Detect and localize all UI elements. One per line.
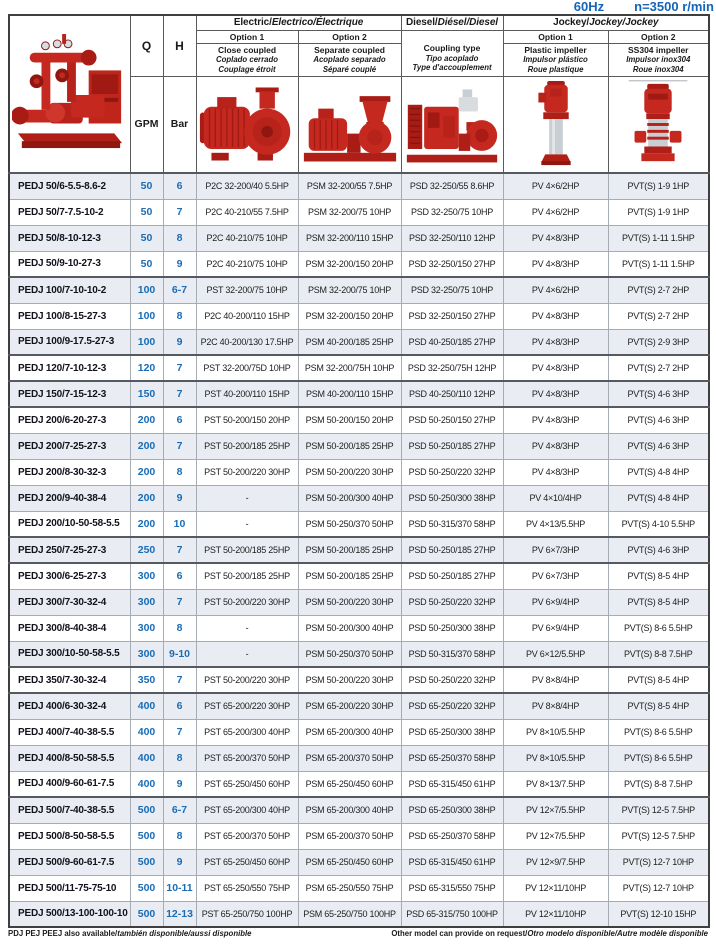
h-value-cell: 6 [163, 563, 196, 589]
jockey-option2-cell: PVT(S) 1-9 1HP [608, 199, 709, 225]
diesel-cell: PSD 50-250/150 27HP [401, 407, 503, 433]
jockey-option2-cell: PVT(S) 8-5 4HP [608, 563, 709, 589]
table-row [9, 667, 709, 693]
h-value-cell: 9 [163, 485, 196, 511]
h-value-cell: 6 [163, 407, 196, 433]
jockey-option1-cell: PV 6×9/4HP [503, 589, 608, 615]
table-row [9, 485, 709, 511]
speed-label: n=3500 r/min [634, 0, 714, 14]
jockey-option2-cell: PVT(S) 2-9 3HP [608, 329, 709, 355]
h-value-cell: 8 [163, 459, 196, 485]
vertical-jockey-pump-ss304-photo [608, 76, 709, 173]
q-value-cell: 120 [130, 355, 163, 381]
diesel-cell: PSD 32-250/150 27HP [401, 251, 503, 277]
electric-option1-cell: PST 65-200/370 50HP [196, 745, 298, 771]
electric-option2-cell: PSM 50-200/220 30HP [298, 459, 401, 485]
table-row [9, 303, 709, 329]
q-value-cell: 50 [130, 173, 163, 199]
model-cell: PEDJ 300/8-40-38-4 [9, 615, 130, 641]
model-cell: PEDJ 200/7-25-27-3 [9, 433, 130, 459]
jockey-option2-cell: PVT(S) 8-5 4HP [608, 589, 709, 615]
table-row [9, 719, 709, 745]
jockey-option1-cell: PV 8×10/5.5HP [503, 745, 608, 771]
diesel-cell: PSD 50-250/220 32HP [401, 589, 503, 615]
h-column-header: H [163, 15, 196, 76]
diesel-cell: PSD 65-250/300 38HP [401, 719, 503, 745]
q-value-cell: 300 [130, 589, 163, 615]
diesel-cell: PSD 40-250/185 27HP [401, 329, 503, 355]
separate-coupled-desc: Separate coupled Acoplado separado Séparé couplé [298, 43, 401, 76]
q-value-cell: 300 [130, 615, 163, 641]
q-value-cell: 300 [130, 563, 163, 589]
q-value-cell: 200 [130, 485, 163, 511]
jockey-option1-cell: PV 4×8/3HP [503, 459, 608, 485]
electric-option1-cell: PST 65-200/220 30HP [196, 693, 298, 719]
table-row [9, 225, 709, 251]
table-row [9, 277, 709, 303]
electric-option2-cell: PSM 32-200/110 15HP [298, 225, 401, 251]
footer-note [8, 929, 708, 939]
electric-option2-cell: PSM 32-200/75 10HP [298, 277, 401, 303]
jockey-option1-cell: PV 4×6/2HP [503, 173, 608, 199]
jockey-option2-cell: PVT(S) 8-5 4HP [608, 667, 709, 693]
jockey-option1-cell: PV 8×10/5.5HP [503, 719, 608, 745]
diesel-group-header: Diesel/Diésel/Diesel [401, 15, 503, 30]
q-value-cell: 200 [130, 511, 163, 537]
diesel-cell: PSD 65-250/370 58HP [401, 823, 503, 849]
electric-option2-cell: PSM 50-200/185 25HP [298, 537, 401, 563]
q-value-cell: 400 [130, 771, 163, 797]
diesel-cell: PSD 50-250/220 32HP [401, 459, 503, 485]
jockey-option2-cell: PVT(S) 12-5 7.5HP [608, 823, 709, 849]
electric-option1-cell: PST 32-200/75D 10HP [196, 355, 298, 381]
q-value-cell: 100 [130, 303, 163, 329]
diesel-cell: PSD 32-250/75H 12HP [401, 355, 503, 381]
electric-option1-cell: PST 65-200/300 40HP [196, 719, 298, 745]
electric-option1-cell: PST 50-200/185 25HP [196, 563, 298, 589]
electric-option1-cell: PST 50-200/150 20HP [196, 407, 298, 433]
jockey-option2-cell: PVT(S) 4-6 3HP [608, 537, 709, 563]
jockey-option1-cell: PV 4×8/3HP [503, 303, 608, 329]
electric-option1-cell: P2C 40-200/130 17.5HP [196, 329, 298, 355]
diesel-cell: PSD 50-250/300 38HP [401, 485, 503, 511]
close-coupled-desc: Close coupled Coplado cerrado Couplage étroit [196, 43, 298, 76]
jockey-option2-cell: PVT(S) 12-5 7.5HP [608, 797, 709, 823]
electric-option2-cell: PSM 50-200/185 25HP [298, 433, 401, 459]
model-cell: PEDJ 120/7-10-12-3 [9, 355, 130, 381]
h-value-cell: 7 [163, 589, 196, 615]
h-value-cell: 8 [163, 745, 196, 771]
jockey-option1-cell: PV 6×7/3HP [503, 537, 608, 563]
electric-option2-cell: PSM 50-200/185 25HP [298, 563, 401, 589]
separate-coupled-pump-photo [298, 76, 401, 173]
model-cell: PEDJ 500/9-60-61-7.5 [9, 849, 130, 875]
electric-option2-cell: PSM 50-200/220 30HP [298, 589, 401, 615]
close-coupled-pump-image [198, 79, 296, 169]
electric-option1-cell: PST 65-250/550 75HP [196, 875, 298, 901]
electric-option1-cell: PST 65-200/370 50HP [196, 823, 298, 849]
jockey-option1-cell: PV 6×12/5.5HP [503, 641, 608, 667]
electric-option2-cell: PSM 32-200/150 20HP [298, 251, 401, 277]
table-row [9, 199, 709, 225]
model-cell: PEDJ 500/11-75-75-10 [9, 875, 130, 901]
electric-option2-cell: PSM 32-200/150 20HP [298, 303, 401, 329]
table-row [9, 745, 709, 771]
jockey-option2-cell: PVT(S) 8-8 7.5HP [608, 771, 709, 797]
q-value-cell: 400 [130, 693, 163, 719]
jockey-option1-cell: PV 4×8/3HP [503, 407, 608, 433]
table-row [9, 537, 709, 563]
electric-option2-cell: PSM 50-250/370 50HP [298, 641, 401, 667]
table-row [9, 615, 709, 641]
jockey-option1-cell: PV 4×8/3HP [503, 329, 608, 355]
electric-option2-cell: PSM 50-200/150 20HP [298, 407, 401, 433]
ss304-impeller-desc: SS304 impeller Impulsor inox304 Roue inox304 [608, 43, 709, 76]
electric-option2-cell: PSM 32-200/75H 10HP [298, 355, 401, 381]
electric-option1-cell: PST 40-200/110 15HP [196, 381, 298, 407]
h-value-cell: 7 [163, 667, 196, 693]
electric-option2-cell: PSM 65-200/220 30HP [298, 693, 401, 719]
diesel-cell: PSD 32-250/55 8.6HP [401, 173, 503, 199]
electric-option1-cell: PST 65-250/450 60HP [196, 849, 298, 875]
q-value-cell: 200 [130, 459, 163, 485]
q-value-cell: 350 [130, 667, 163, 693]
h-value-cell: 7 [163, 381, 196, 407]
electric-option1-cell: PST 50-200/185 25HP [196, 537, 298, 563]
fire-pump-package-photo [9, 15, 130, 173]
jockey-option2-cell: PVT(S) 4-6 3HP [608, 381, 709, 407]
q-value-cell: 500 [130, 875, 163, 901]
electric-option2-cell: PSM 40-200/110 15HP [298, 381, 401, 407]
footer-right-note: Other model can provide on request/Otro modelo disponible/Autre modèle disponible [391, 929, 708, 938]
diesel-coupling-type-desc: Coupling type Tipo acoplado Type d'accouplement [401, 30, 503, 76]
diesel-cell: PSD 65-250/300 38HP [401, 797, 503, 823]
model-cell: PEDJ 300/7-30-32-4 [9, 589, 130, 615]
model-cell: PEDJ 50/8-10-12-3 [9, 225, 130, 251]
electric-option1-cell: P2C 40-210/75 10HP [196, 225, 298, 251]
table-row [9, 433, 709, 459]
h-value-cell: 9 [163, 849, 196, 875]
q-value-cell: 500 [130, 849, 163, 875]
vertical-jockey-pump-plastic-photo [503, 76, 608, 173]
jockey-option1-cell: PV 8×8/4HP [503, 667, 608, 693]
h-value-cell: 7 [163, 199, 196, 225]
h-value-cell: 6 [163, 173, 196, 199]
close-coupled-pump-photo [196, 76, 298, 173]
electric-option2-cell: PSM 32-200/75 10HP [298, 199, 401, 225]
table-row [9, 407, 709, 433]
electric-option2-cell: PSM 65-200/300 40HP [298, 719, 401, 745]
electric-option2-cell: PSM 32-200/55 7.5HP [298, 173, 401, 199]
model-cell: PEDJ 500/13-100-100-10 [9, 901, 130, 927]
h-value-cell: 9 [163, 251, 196, 277]
table-row [9, 459, 709, 485]
h-value-cell: 6 [163, 693, 196, 719]
jockey-option2-cell: PVT(S) 1-11 1.5HP [608, 225, 709, 251]
jockey-option1-cell: PV 4×8/3HP [503, 225, 608, 251]
model-cell: PEDJ 150/7-15-12-3 [9, 381, 130, 407]
model-cell: PEDJ 100/9-17.5-27-3 [9, 329, 130, 355]
table-row [9, 511, 709, 537]
jockey-option2-cell: PVT(S) 4-8 4HP [608, 459, 709, 485]
table-row [9, 251, 709, 277]
jockey-option2-cell: PVT(S) 8-8 7.5HP [608, 641, 709, 667]
q-value-cell: 500 [130, 823, 163, 849]
fire-pump-package-image [12, 18, 128, 170]
model-cell: PEDJ 500/7-40-38-5.5 [9, 797, 130, 823]
diesel-cell: PSD 65-250/220 32HP [401, 693, 503, 719]
q-value-cell: 100 [130, 277, 163, 303]
jockey-option2-header: Option 2 [608, 30, 709, 43]
diesel-cell: PSD 65-315/550 75HP [401, 875, 503, 901]
jockey-option1-cell: PV 4×8/3HP [503, 251, 608, 277]
frequency-label: 60Hz [573, 0, 605, 14]
jockey-option2-cell: PVT(S) 1-9 1HP [608, 173, 709, 199]
electric-option1-cell: - [196, 485, 298, 511]
q-value-cell: 50 [130, 225, 163, 251]
model-cell: PEDJ 100/8-15-27-3 [9, 303, 130, 329]
model-cell: PEDJ 400/8-50-58-5.5 [9, 745, 130, 771]
electric-option1-cell: - [196, 511, 298, 537]
jockey-option1-cell: PV 8×8/4HP [503, 693, 608, 719]
speed-frequency-note [0, 0, 714, 14]
diesel-cell: PSD 65-315/450 61HP [401, 849, 503, 875]
diesel-cell: PSD 50-315/370 58HP [401, 511, 503, 537]
q-value-cell: 300 [130, 641, 163, 667]
electric-option2-cell: PSM 50-200/220 30HP [298, 667, 401, 693]
diesel-cell: PSD 65-250/370 58HP [401, 745, 503, 771]
model-cell: PEDJ 200/6-20-27-3 [9, 407, 130, 433]
q-value-cell: 400 [130, 719, 163, 745]
jockey-pump-ss304-image [623, 79, 693, 169]
table-row [9, 329, 709, 355]
h-value-cell: 8 [163, 225, 196, 251]
jockey-option2-cell: PVT(S) 12-7 10HP [608, 875, 709, 901]
model-cell: PEDJ 200/9-40-38-4 [9, 485, 130, 511]
diesel-cell: PSD 50-250/220 32HP [401, 667, 503, 693]
jockey-option1-cell: PV 4×6/2HP [503, 199, 608, 225]
h-value-cell: 10 [163, 511, 196, 537]
q-value-cell: 500 [130, 797, 163, 823]
h-value-cell: 8 [163, 823, 196, 849]
jockey-option1-cell: PV 4×8/3HP [503, 433, 608, 459]
jockey-option2-cell: PVT(S) 4-10 5.5HP [608, 511, 709, 537]
electric-option1-cell: PST 65-250/750 100HP [196, 901, 298, 927]
electric-option1-cell: P2C 40-210/75 10HP [196, 251, 298, 277]
h-value-cell: 7 [163, 355, 196, 381]
diesel-cell: PSD 50-250/185 27HP [401, 537, 503, 563]
diesel-cell: PSD 40-250/110 12HP [401, 381, 503, 407]
jockey-pump-plastic-image [530, 79, 582, 169]
q-value-cell: 400 [130, 745, 163, 771]
q-value-cell: 50 [130, 199, 163, 225]
electric-option2-cell: PSM 50-200/300 40HP [298, 485, 401, 511]
model-cell: PEDJ 200/10-50-58-5.5 [9, 511, 130, 537]
diesel-cell: PSD 50-250/185 27HP [401, 433, 503, 459]
jockey-option1-cell: PV 12×7/5.5HP [503, 797, 608, 823]
electric-option1-cell: PST 50-200/220 30HP [196, 589, 298, 615]
electric-option1-header: Option 1 [196, 30, 298, 43]
electric-option1-cell: PST 50-200/220 30HP [196, 459, 298, 485]
q-value-cell: 200 [130, 407, 163, 433]
jockey-option2-cell: PVT(S) 2-7 2HP [608, 303, 709, 329]
electric-option1-cell: P2C 40-210/55 7.5HP [196, 199, 298, 225]
jockey-group-header: Jockey/Jockey/Jockey [503, 15, 709, 30]
jockey-option2-cell: PVT(S) 1-11 1.5HP [608, 251, 709, 277]
jockey-option1-cell: PV 12×7/5.5HP [503, 823, 608, 849]
diesel-engine-pump-image [403, 79, 501, 169]
diesel-cell: PSD 32-250/150 27HP [401, 303, 503, 329]
electric-option2-cell: PSM 50-200/300 40HP [298, 615, 401, 641]
jockey-option1-cell: PV 12×11/10HP [503, 901, 608, 927]
electric-option2-cell: PSM 65-200/370 50HP [298, 745, 401, 771]
electric-option1-cell: PST 32-200/75 10HP [196, 277, 298, 303]
q-value-cell: 150 [130, 381, 163, 407]
table-row [9, 823, 709, 849]
diesel-cell: PSD 50-250/185 27HP [401, 563, 503, 589]
electric-option1-cell: P2C 40-200/110 15HP [196, 303, 298, 329]
electric-option2-cell: PSM 40-200/185 25HP [298, 329, 401, 355]
table-row [9, 589, 709, 615]
jockey-option1-cell: PV 4×8/3HP [503, 381, 608, 407]
spec-table-container [8, 14, 708, 928]
table-row [9, 355, 709, 381]
jockey-option2-cell: PVT(S) 8-6 5.5HP [608, 719, 709, 745]
electric-option2-cell: PSM 50-250/370 50HP [298, 511, 401, 537]
h-value-cell: 7 [163, 537, 196, 563]
diesel-cell: PSD 32-250/110 12HP [401, 225, 503, 251]
jockey-option1-cell: PV 4×13/5.5HP [503, 511, 608, 537]
jockey-option1-cell: PV 8×13/7.5HP [503, 771, 608, 797]
diesel-engine-pump-photo [401, 76, 503, 173]
jockey-option1-cell: PV 6×9/4HP [503, 615, 608, 641]
table-row [9, 381, 709, 407]
model-cell: PEDJ 250/7-25-27-3 [9, 537, 130, 563]
h-value-cell: 10-11 [163, 875, 196, 901]
model-cell: PEDJ 300/10-50-58-5.5 [9, 641, 130, 667]
model-cell: PEDJ 100/7-10-10-2 [9, 277, 130, 303]
electric-option1-cell: PST 50-200/220 30HP [196, 667, 298, 693]
diesel-cell: PSD 32-250/75 10HP [401, 277, 503, 303]
diesel-cell: PSD 65-315/750 100HP [401, 901, 503, 927]
jockey-option1-cell: PV 4×10/4HP [503, 485, 608, 511]
electric-option2-cell: PSM 65-200/300 40HP [298, 797, 401, 823]
table-header [9, 15, 709, 173]
electric-option2-cell: PSM 65-250/450 60HP [298, 771, 401, 797]
electric-option1-cell: P2C 32-200/40 5.5HP [196, 173, 298, 199]
q-column-header: Q [130, 15, 163, 76]
electric-option2-cell: PSM 65-200/370 50HP [298, 823, 401, 849]
model-cell: PEDJ 350/7-30-32-4 [9, 667, 130, 693]
jockey-option2-cell: PVT(S) 2-7 2HP [608, 355, 709, 381]
jockey-option2-cell: PVT(S) 2-7 2HP [608, 277, 709, 303]
model-cell: PEDJ 400/6-30-32-4 [9, 693, 130, 719]
electric-option2-cell: PSM 65-250/750 100HP [298, 901, 401, 927]
jockey-option1-cell: PV 6×7/3HP [503, 563, 608, 589]
model-cell: PEDJ 200/8-30-32-3 [9, 459, 130, 485]
diesel-cell: PSD 65-315/450 61HP [401, 771, 503, 797]
table-row [9, 797, 709, 823]
h-value-cell: 8 [163, 615, 196, 641]
table-row [9, 173, 709, 199]
h-value-cell: 9 [163, 771, 196, 797]
electric-option1-cell: PST 50-200/185 25HP [196, 433, 298, 459]
jockey-option1-cell: PV 4×8/3HP [503, 355, 608, 381]
jockey-option2-cell: PVT(S) 12-10 15HP [608, 901, 709, 927]
spec-table-body [9, 173, 709, 927]
table-row [9, 875, 709, 901]
jockey-option2-cell: PVT(S) 8-5 4HP [608, 693, 709, 719]
bar-unit-header: Bar [163, 76, 196, 173]
table-row [9, 849, 709, 875]
model-cell: PEDJ 50/7-7.5-10-2 [9, 199, 130, 225]
table-row [9, 771, 709, 797]
h-value-cell: 7 [163, 719, 196, 745]
q-value-cell: 500 [130, 901, 163, 927]
gpm-unit-header: GPM [130, 76, 163, 173]
table-row [9, 693, 709, 719]
spec-table [8, 14, 710, 928]
electric-option2-cell: PSM 65-250/550 75HP [298, 875, 401, 901]
q-value-cell: 200 [130, 433, 163, 459]
electric-group-header: Electric/Electrico/Électrique [196, 15, 401, 30]
model-cell: PEDJ 50/6-5.5-8.6-2 [9, 173, 130, 199]
jockey-option1-cell: PV 4×6/2HP [503, 277, 608, 303]
electric-option1-cell: PST 65-250/450 60HP [196, 771, 298, 797]
jockey-option2-cell: PVT(S) 8-6 5.5HP [608, 615, 709, 641]
table-row [9, 901, 709, 927]
separate-coupled-pump-image [301, 79, 399, 169]
model-cell: PEDJ 50/9-10-27-3 [9, 251, 130, 277]
diesel-cell: PSD 50-250/300 38HP [401, 615, 503, 641]
h-value-cell: 6-7 [163, 797, 196, 823]
jockey-option2-cell: PVT(S) 4-6 3HP [608, 433, 709, 459]
electric-option1-cell: - [196, 641, 298, 667]
h-value-cell: 9-10 [163, 641, 196, 667]
q-value-cell: 250 [130, 537, 163, 563]
h-value-cell: 12-13 [163, 901, 196, 927]
jockey-option2-cell: PVT(S) 4-6 3HP [608, 407, 709, 433]
model-cell: PEDJ 400/9-60-61-7.5 [9, 771, 130, 797]
electric-option1-cell: - [196, 615, 298, 641]
electric-option1-cell: PST 65-200/300 40HP [196, 797, 298, 823]
h-value-cell: 8 [163, 303, 196, 329]
model-cell: PEDJ 500/8-50-58-5.5 [9, 823, 130, 849]
jockey-option1-header: Option 1 [503, 30, 608, 43]
jockey-option1-cell: PV 12×9/7.5HP [503, 849, 608, 875]
electric-option2-header: Option 2 [298, 30, 401, 43]
jockey-option2-cell: PVT(S) 12-7 10HP [608, 849, 709, 875]
table-row [9, 641, 709, 667]
diesel-cell: PSD 50-315/370 58HP [401, 641, 503, 667]
q-value-cell: 100 [130, 329, 163, 355]
q-value-cell: 50 [130, 251, 163, 277]
table-row [9, 563, 709, 589]
jockey-option2-cell: PVT(S) 8-6 5.5HP [608, 745, 709, 771]
jockey-option2-cell: PVT(S) 4-8 4HP [608, 485, 709, 511]
diesel-cell: PSD 32-250/75 10HP [401, 199, 503, 225]
h-value-cell: 7 [163, 433, 196, 459]
model-cell: PEDJ 300/6-25-27-3 [9, 563, 130, 589]
h-value-cell: 9 [163, 329, 196, 355]
jockey-option1-cell: PV 12×11/10HP [503, 875, 608, 901]
footer-left-note: PDJ PEJ PEEJ also available/también disponible/aussi disponible [8, 929, 252, 938]
model-cell: PEDJ 400/7-40-38-5.5 [9, 719, 130, 745]
plastic-impeller-desc: Plastic impeller Impulsor plástico Roue plastique [503, 43, 608, 76]
electric-option2-cell: PSM 65-250/450 60HP [298, 849, 401, 875]
h-value-cell: 6-7 [163, 277, 196, 303]
